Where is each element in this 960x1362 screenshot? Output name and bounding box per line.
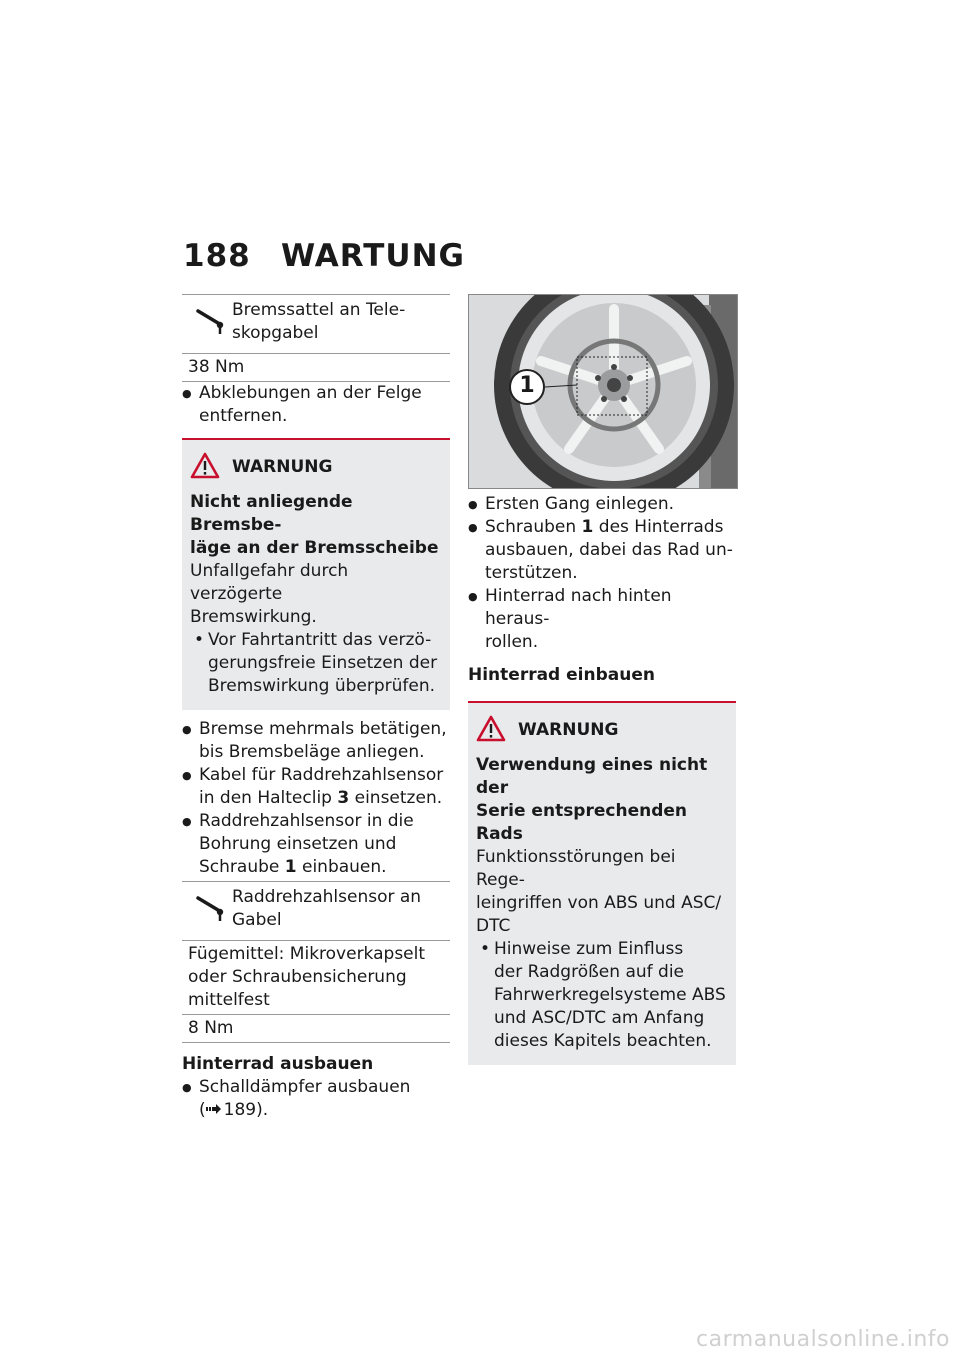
spec-value: 38 Nm [182,353,450,381]
step-item [468,585,736,654]
spec-label-line: skopgabel [232,323,319,343]
step-text [485,516,736,539]
warning-sub-text: • Hinweise zum Einfluss [494,939,684,959]
step-item [182,810,450,879]
step-text [199,787,450,810]
torque-wrench-icon [194,892,226,924]
part-number-ref: 1 [581,517,594,537]
step-text: ● Hinterrad nach hinten heraus- [485,586,672,629]
spec-adhesive-line: Fügemittel: Mikroverkapselt [188,944,426,964]
step-item [182,718,450,764]
step-text: ● Raddrehzahlsensor in die [199,811,414,831]
left-column [182,294,450,1122]
warning-text: Unfallgefahr durch verzögerte [190,561,349,604]
warning-sub-text: • Vor Fahrtantritt das verzö- [208,630,432,650]
warning-sub-item [476,938,728,1053]
step-text [199,1099,450,1122]
step-text: ● Kabel für Raddrehzahlsensor [199,765,444,785]
spec-label [232,886,444,932]
page-reference-arrow-icon [206,1099,224,1122]
spec-adhesive-line: oder Schraubensicherung [188,967,407,987]
step-text: bis Bremsbeläge anliegen. [199,742,425,762]
page-number: 188 [183,238,251,274]
step-text: ● Bremse mehrmals betätigen, [199,719,447,739]
warning-box [468,701,736,1065]
spec-adhesive [182,940,450,1014]
chapter-title: WARTUNG [281,238,465,274]
step-text-part: einsetzen. [349,788,443,808]
callout-label: 1 [519,373,535,398]
step-item [182,764,450,810]
warning-triangle-icon [190,452,220,479]
spec-adhesive-line: mittelfest [188,990,270,1010]
spec-header [182,882,450,940]
watermark-footer: carmanualsonline.info [696,1327,950,1352]
step-text: terstützen. [485,563,578,583]
spec-value: 8 Nm [182,1014,450,1042]
step-text-part: Schraube [199,857,285,877]
warning-heading: Serie entsprechenden Rads [476,801,688,844]
part-number-ref: 1 [284,857,297,877]
warning-sub-text: dieses Kapitels beachten. [494,1031,712,1051]
page-header [183,238,465,274]
warning-sub-text: und ASC/DTC am Anfang [494,1008,705,1028]
step-text [199,856,450,879]
rear-wheel-photo [468,294,738,489]
step-item [182,1076,450,1122]
warning-sub-text: Fahrwerkregelsysteme ABS [494,985,726,1005]
spec-label-line: Bremssattel an Tele- [232,300,406,320]
warning-sub-text: der Radgrößen auf die [494,962,684,982]
torque-spec-table [182,881,450,1043]
warning-title-text: WARNUNG [518,720,619,740]
step-text: rollen. [485,632,539,652]
section-heading: Hinterrad einbauen [468,665,655,685]
step-text: entfernen. [199,406,288,426]
step-text: ● Abklebungen an der Felge [199,383,422,403]
step-item [468,516,736,585]
warning-heading: Nicht anliegende Bremsbe- [190,492,353,535]
torque-spec-table [182,294,450,382]
warning-title [518,719,728,742]
warning-heading: läge an der Bremsscheibe [190,538,439,558]
step-text: ausbauen, dabei das Rad un- [485,540,733,560]
step-text: Bohrung einsetzen und [199,834,397,854]
step-text-part: des Hinterrads [593,517,724,537]
step-item [182,382,450,428]
warning-triangle-icon [476,715,506,742]
step-text: ● Schalldämpfer ausbauen [199,1077,411,1097]
step-text: ● Ersten Gang einlegen. [485,494,675,514]
warning-title [232,456,442,479]
torque-wrench-icon [194,305,226,337]
warning-heading: Verwendung eines nicht der [476,755,708,798]
warning-box [182,438,450,710]
warning-sub-text: Bremswirkung überprüfen. [208,676,436,696]
warning-text: leingriffen von ABS und ASC/ [476,893,722,913]
warning-text: Bremswirkung. [190,607,317,627]
step-text-part: Schrauben [485,517,582,537]
page-reference[interactable]: 189). [223,1100,269,1120]
warning-text: DTC [476,916,511,936]
part-number-ref: 3 [337,788,350,808]
rear-wheel-illustration [469,295,737,488]
warning-sub-text: gerungsfreie Einsetzen der [208,653,438,673]
warning-text: Funktionsstörungen bei Rege- [476,847,676,890]
spec-label-line: Gabel [232,910,282,930]
step-text-part: einbauen. [296,857,387,877]
warning-sub-item [190,629,442,698]
spec-label [232,299,444,345]
step-text-part: ( [199,1100,206,1120]
spec-label-line: Raddrehzahlsensor an [232,887,422,907]
warning-title-text: WARNUNG [232,457,333,477]
section-heading: Hinterrad ausbauen [182,1054,374,1074]
right-column [468,294,736,1065]
step-item [468,493,736,516]
spec-header [182,295,450,353]
step-text-part: in den Halteclip [199,788,338,808]
